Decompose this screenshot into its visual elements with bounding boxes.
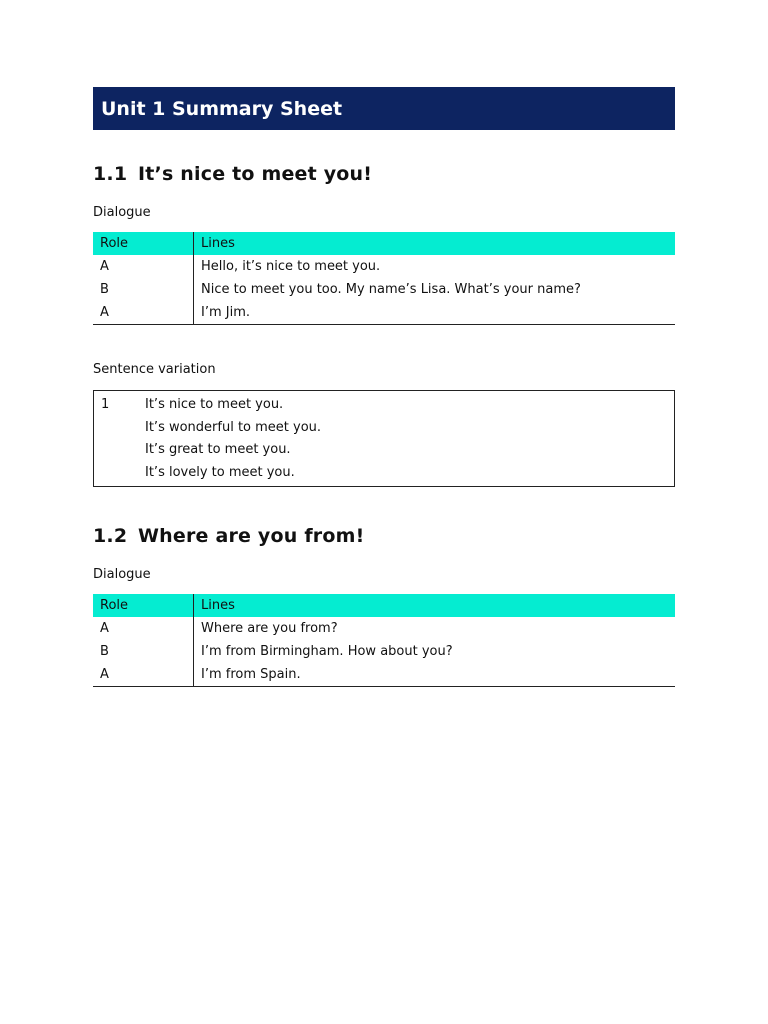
section-heading-1-1 [93,163,675,185]
sentence-variation-box [93,390,675,487]
table-row [93,663,675,687]
dialogue-table-1-2 [93,594,675,687]
sentence-variation-label: Sentence variation [93,362,216,377]
variation-line: It’s wonderful to meet you. [145,419,322,435]
variation-number: 1 [101,396,110,412]
variation-line: It’s great to meet you. [145,442,291,458]
section-number: 1.2 [93,525,128,547]
variation-line: It’s lovely to meet you. [145,465,295,481]
title-bar [93,87,675,130]
dialogue-label: Dialogue [93,567,151,582]
table-header-row [93,232,675,255]
variation-row [94,439,674,462]
variation-row [94,461,674,484]
table-row [93,640,675,663]
section-heading-1-2 [93,525,675,547]
variation-row [94,416,674,439]
table-row [93,278,675,301]
variation-row [94,393,674,416]
line-cell: Hello, it’s nice to meet you. [201,259,381,274]
table-row [93,617,675,640]
line-cell: Nice to meet you too. My name’s Lisa. What’s your name? [201,282,581,297]
line-cell: I’m from Spain. [201,667,301,682]
variation-line: It’s nice to meet you. [145,396,284,412]
summary-sheet-page [93,87,675,687]
lines-header: Lines [194,232,676,255]
lines-header: Lines [194,594,676,617]
line-cell: I’m from Birmingham. How about you? [201,644,453,659]
section-title: Where are you from! [138,525,365,547]
role-cell: A [93,255,194,278]
role-cell: A [93,617,194,640]
section-title: It’s nice to meet you! [138,163,373,185]
line-cell: Where are you from? [201,621,338,636]
table-row [93,255,675,278]
table-row [93,301,675,325]
role-cell: A [93,301,194,325]
dialogue-table-1-1 [93,232,675,325]
section-number: 1.1 [93,163,128,185]
page-title: Unit 1 Summary Sheet [101,97,343,120]
role-header: Role [93,594,194,617]
role-header: Role [93,232,194,255]
table-header-row [93,594,675,617]
role-cell: A [93,663,194,687]
dialogue-label: Dialogue [93,205,151,220]
role-cell: B [93,640,194,663]
role-cell: B [93,278,194,301]
line-cell: I’m Jim. [201,305,251,320]
